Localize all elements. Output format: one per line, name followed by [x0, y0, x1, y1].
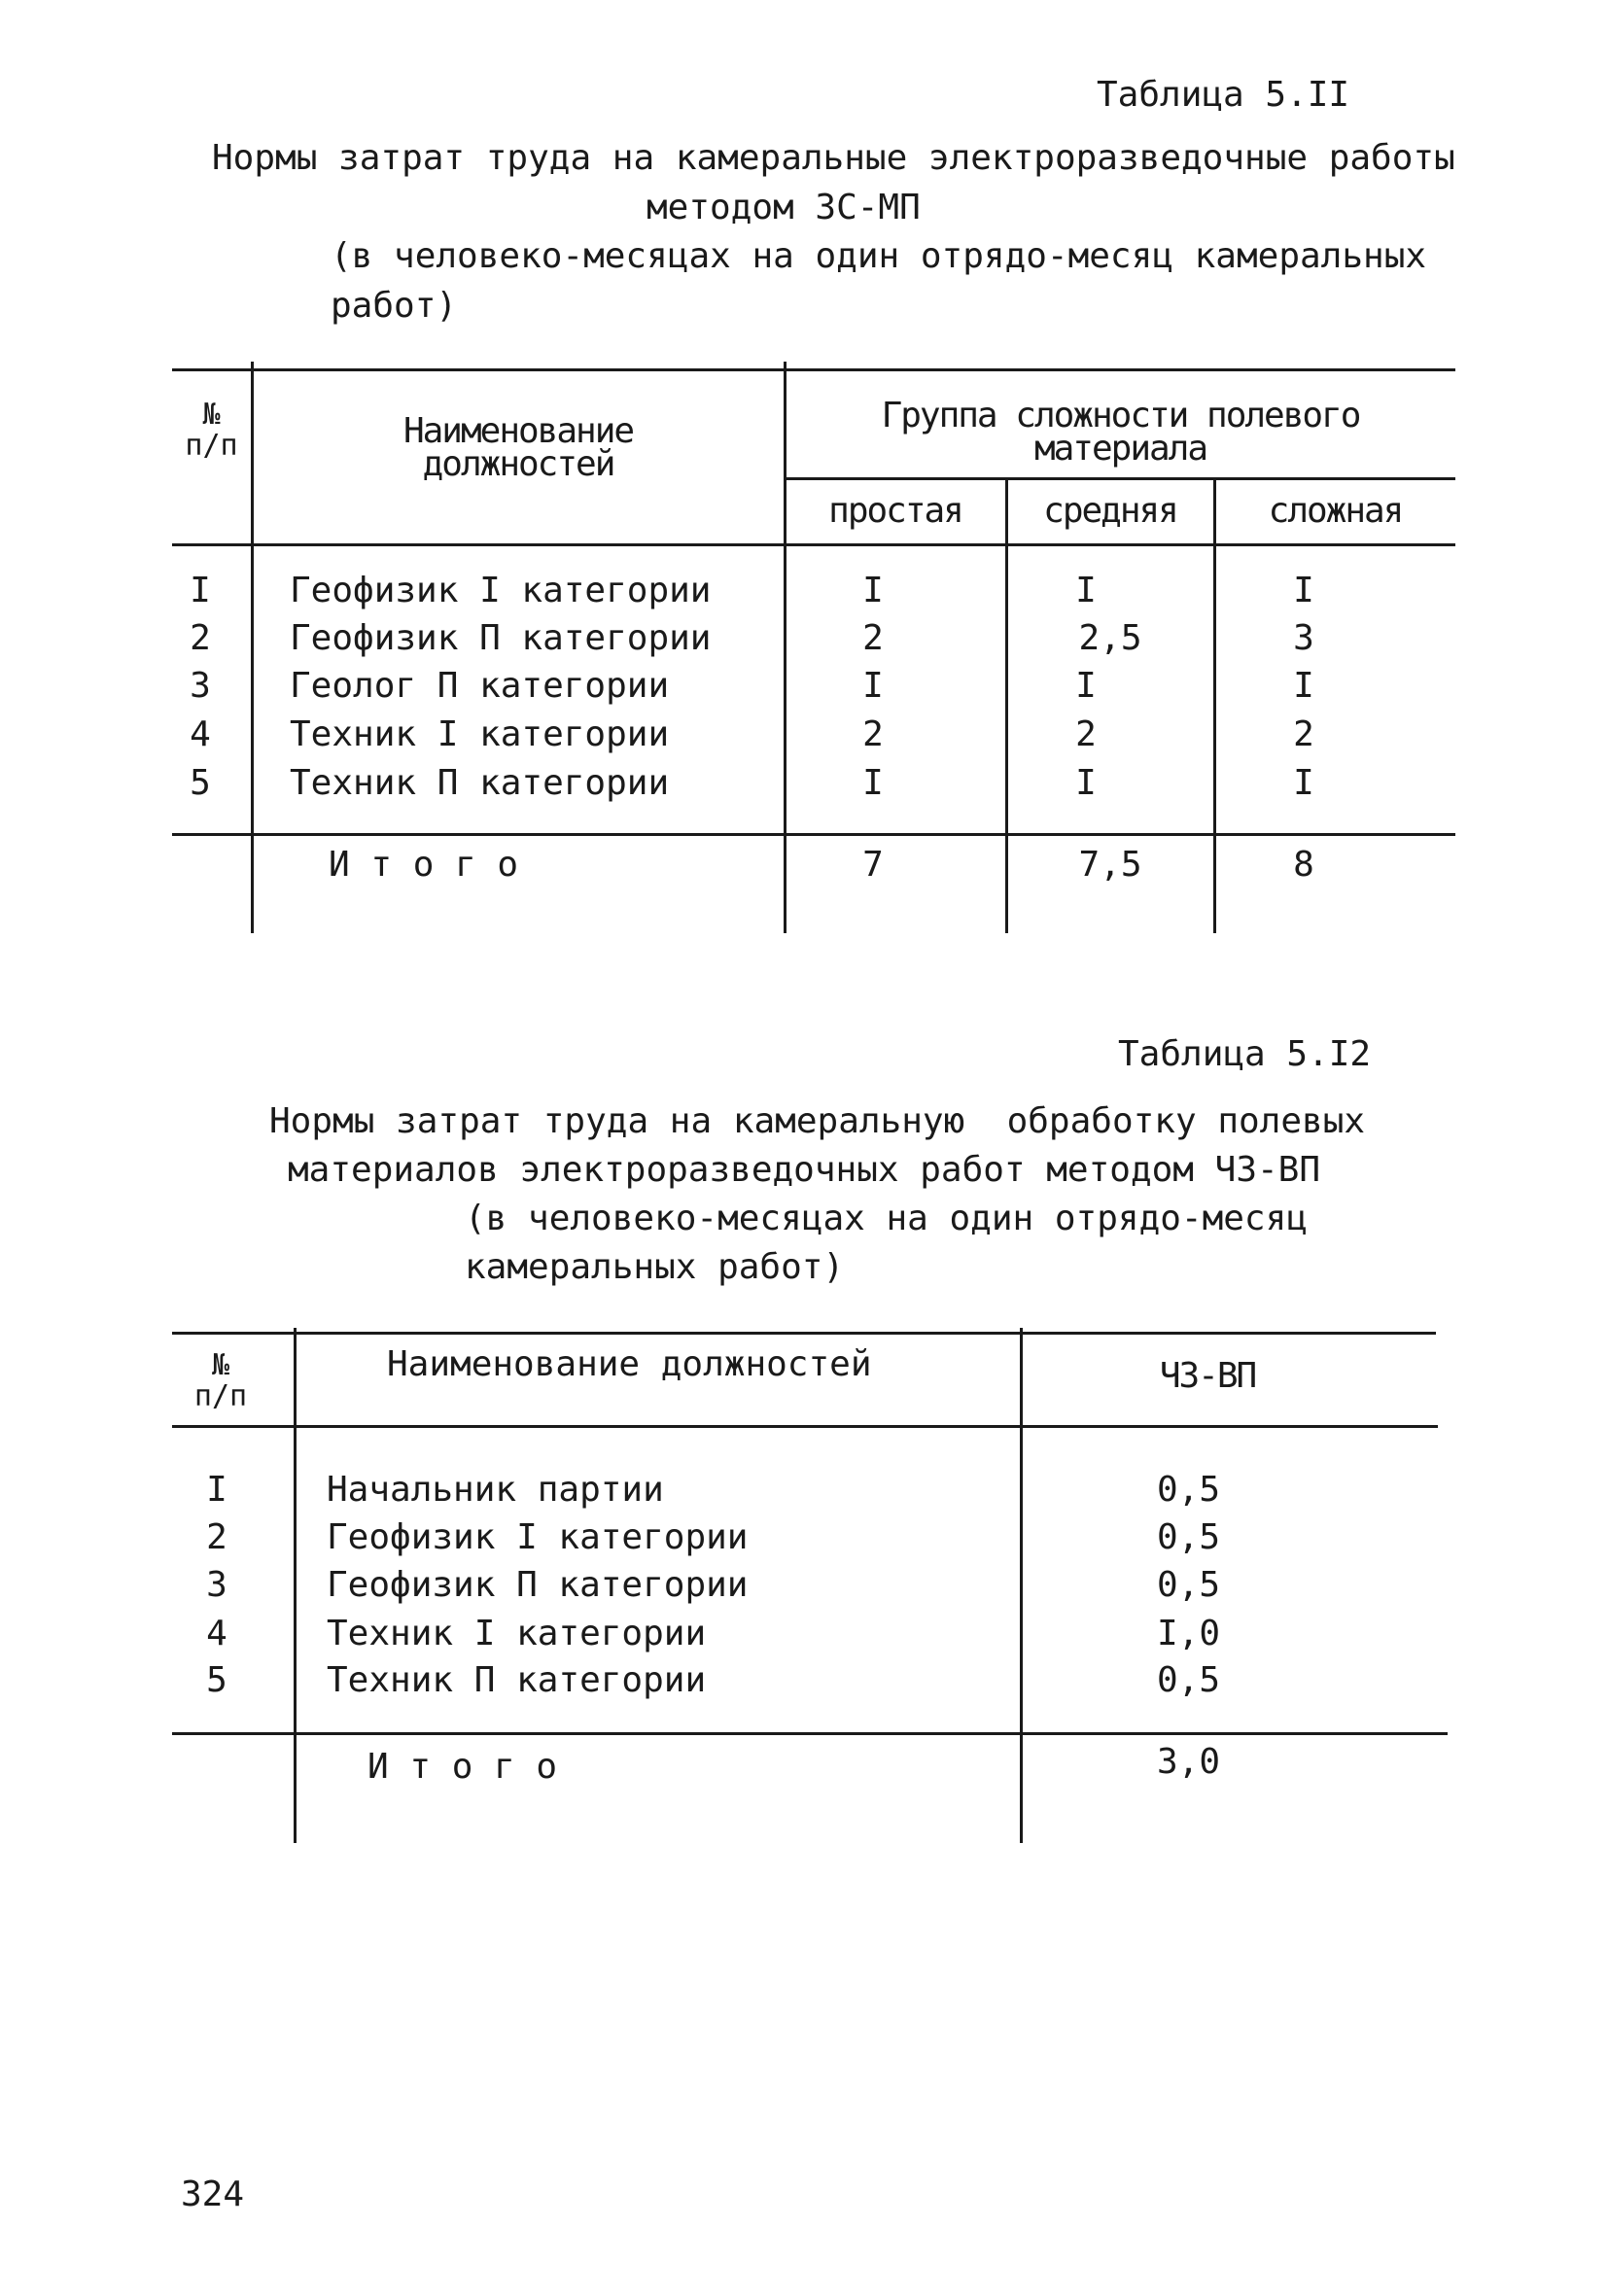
table2-subtitle-line2: камеральных работ)	[465, 1247, 845, 1287]
table1-row-name: Геофизик I категории	[290, 571, 712, 610]
table2-row-value: I,0	[1157, 1614, 1221, 1653]
table2-label: Таблица 5.I2	[1118, 1034, 1372, 1074]
table1-header-name: должностей	[422, 444, 614, 484]
table1-header-num: п/п	[185, 429, 238, 463]
table1-top-rule	[172, 368, 1455, 371]
table1-title-line1: Нормы затрат труда на камеральные электроразведочные работы	[212, 138, 1455, 178]
table1-header-bottom-rule	[172, 543, 1455, 546]
table1-header-name: Наименование	[402, 411, 634, 451]
table1-row-complex: 2	[1293, 714, 1314, 754]
table1-total-complex: 8	[1293, 845, 1314, 885]
table2-total-value: 3,0	[1157, 1742, 1221, 1782]
table2-row-num: I	[206, 1470, 227, 1510]
table2-header-name: Наименование должностей	[387, 1344, 872, 1384]
table1-row-num: I	[190, 571, 211, 610]
table1-row-name: Геофизик П категории	[290, 618, 712, 658]
table1-row-complex: I	[1293, 571, 1314, 610]
table1-row-simple: 2	[862, 618, 884, 658]
table1-row-simple: 2	[862, 714, 884, 754]
table1-row-name: Техник I категории	[290, 714, 670, 754]
table2-top-rule	[172, 1332, 1436, 1335]
table2-row-value: 0,5	[1157, 1565, 1221, 1605]
table1-total-simple: 7	[862, 845, 884, 885]
table1-header-num: №	[202, 398, 221, 432]
table2-row-num: 3	[206, 1565, 227, 1605]
table2-header-bottom-rule	[172, 1425, 1438, 1428]
table1-header-simple: простая	[828, 491, 962, 531]
table1-row-medium: I	[1075, 571, 1097, 610]
table1-row-medium: 2,5	[1078, 618, 1142, 658]
table2-row-value: 0,5	[1157, 1517, 1221, 1557]
table1-subtitle-line2: работ)	[331, 286, 458, 326]
table1-row-medium: 2	[1075, 714, 1097, 754]
table2-row-name: Начальник партии	[327, 1470, 664, 1510]
table1-row-medium: I	[1075, 763, 1097, 803]
table2-title-line2: материалов электроразведочных работ методом ЧЗ-ВП	[288, 1150, 1321, 1190]
table2-row-num: 2	[206, 1517, 227, 1557]
table1-row-num: 4	[190, 714, 211, 754]
table2-total-rule	[172, 1732, 1448, 1735]
table2-header-num: №	[211, 1348, 230, 1382]
table1-header-group: Группа сложности полевого	[881, 396, 1360, 435]
table2-row-name: Техник I категории	[327, 1614, 707, 1653]
table2-row-num: 5	[206, 1660, 227, 1700]
table1-row-medium: I	[1075, 666, 1097, 706]
table1-total-label: И т о г о	[329, 845, 519, 885]
table1-row-num: 5	[190, 763, 211, 803]
table1-row-simple: I	[862, 666, 884, 706]
table2-row-name: Геофизик П категории	[327, 1565, 749, 1605]
table2-row-value: 0,5	[1157, 1660, 1221, 1700]
table1-row-name: Техник П категории	[290, 763, 670, 803]
table2-total-label: И т о г о	[367, 1747, 558, 1787]
table1-title-line2: методом ЗС-МП	[647, 188, 921, 227]
table1-row-simple: I	[862, 571, 884, 610]
table2-row-value: 0,5	[1157, 1470, 1221, 1510]
table1-row-complex: I	[1293, 666, 1314, 706]
table2-subtitle-line1: (в человеко-месяцах на один отрядо-месяц	[465, 1199, 1308, 1238]
table2-row-name: Геофизик I категории	[327, 1517, 749, 1557]
table1-header-complex: сложная	[1268, 491, 1403, 531]
table2-title-line1: Нормы затрат труда на камеральную обработку полевых	[269, 1101, 1366, 1141]
table2-header-num: п/п	[193, 1379, 248, 1413]
table2-col-rule	[1020, 1328, 1023, 1843]
table1-subtitle-line1: (в человеко-месяцах на один отрядо-месяц камеральных	[331, 236, 1427, 276]
table1-label: Таблица 5.II	[1097, 75, 1350, 115]
table1-row-complex: 3	[1293, 618, 1314, 658]
page-number: 324	[181, 2174, 245, 2214]
table1-row-complex: I	[1293, 763, 1314, 803]
table2-col-rule	[294, 1328, 297, 1843]
table1-row-num: 2	[190, 618, 211, 658]
table2-row-name: Техник П категории	[327, 1660, 707, 1700]
table1-row-simple: I	[862, 763, 884, 803]
table2-header-method: ЧЗ-ВП	[1159, 1356, 1256, 1396]
table1-row-name: Геолог П категории	[290, 666, 670, 706]
table1-header-medium: средняя	[1043, 491, 1177, 531]
table1-group-rule	[784, 477, 1455, 480]
table1-total-medium: 7,5	[1078, 845, 1142, 885]
table2-row-num: 4	[206, 1614, 227, 1653]
table1-row-num: 3	[190, 666, 211, 706]
table1-total-rule	[172, 833, 1455, 836]
table1-header-group: материала	[1033, 429, 1207, 469]
